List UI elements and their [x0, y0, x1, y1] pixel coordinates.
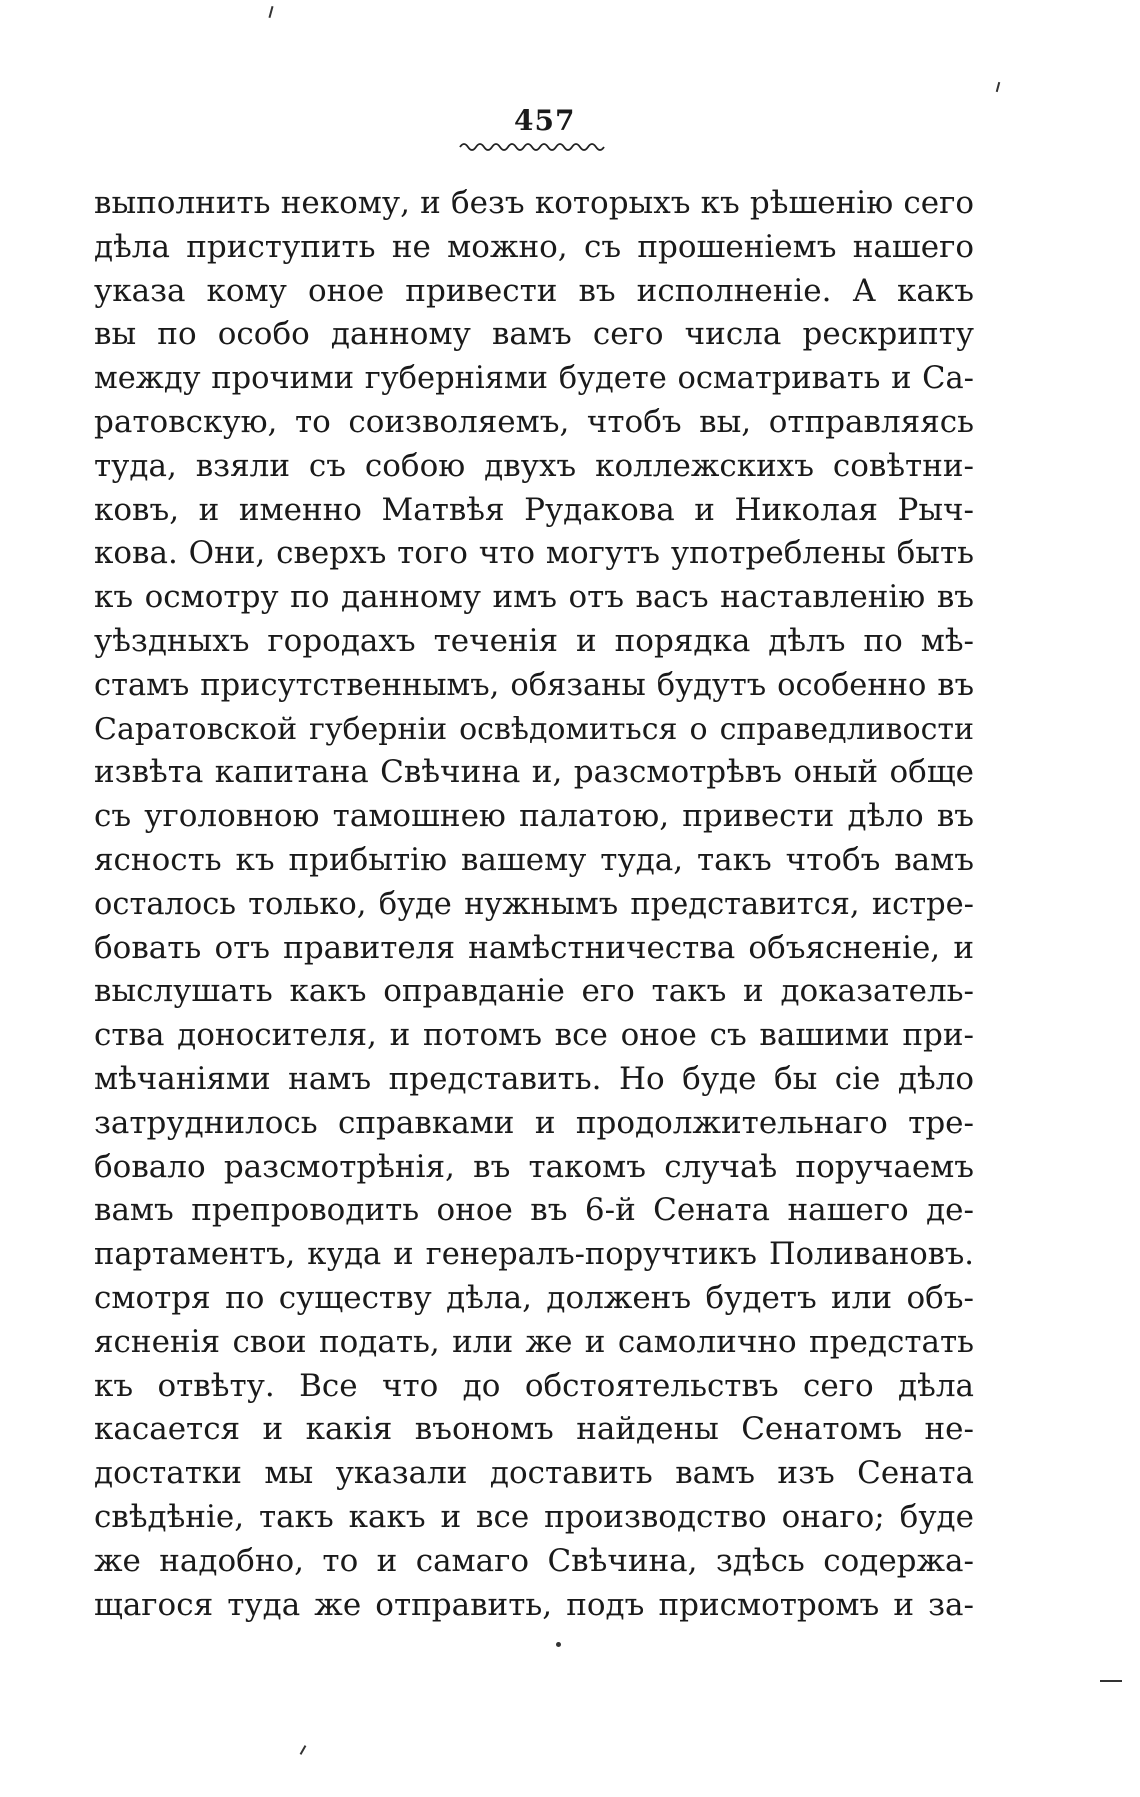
text-line: осталось только, буде нужнымъ представится, истре-	[94, 886, 974, 922]
text-line: къ осмотру по данному имъ отъ васъ наставленію въ	[94, 579, 974, 616]
text-line: стамъ присутственнымъ, обязаны будутъ особенно въ	[94, 667, 974, 703]
text-line: съ уголовною тамошнею палатою, привести дѣло въ	[94, 798, 974, 835]
text-line: же надобно, то и самаго Свѣчина, здѣсь содержа-	[94, 1542, 974, 1579]
text-line: вы по особо данному вамъ сего числа рескрипту	[94, 316, 974, 353]
text-line: Саратовской губерніи освѣдомиться о справедливости	[94, 711, 974, 747]
text-line: ства доносителя, и потомъ все оное съ вашими при-	[94, 1017, 974, 1054]
scan-speck	[556, 1642, 561, 1647]
text-line: бовать отъ правителя намѣстничества объясненіе, и	[94, 929, 974, 966]
page-text	[94, 182, 974, 1627]
text-line: кова. Они, сверхъ того что могутъ употреблены быть	[94, 535, 974, 572]
text-line: ковъ, и именно Матвѣя Рудакова и Николая Рыч-	[94, 491, 974, 528]
text-line: ясненія свои подать, или же и самолично предстать	[94, 1323, 974, 1360]
text-line: ясность къ прибытію вашему туда, такъ чтобъ вамъ	[94, 841, 974, 878]
scan-speck	[300, 1745, 307, 1755]
scan-speck	[996, 82, 1001, 92]
text-line: партаментъ, куда и генералъ-поручтикъ Поливановъ.	[94, 1237, 974, 1273]
text-line: щагося туда же отправить, подъ присмотромъ и за-	[94, 1586, 974, 1623]
text-line: касается и какія въономъ найдены Сенатомъ не-	[94, 1411, 974, 1448]
text-line: извѣта капитана Свѣчина и, разсмотрѣвъ оный обще	[94, 754, 974, 791]
text-line: мѣчаніями намъ представить. Но буде бы сіе дѣло	[94, 1060, 974, 1097]
text-line: затруднилось справками и продолжительнаго тре-	[94, 1104, 974, 1141]
page-number: 457	[514, 104, 576, 137]
text-line: ратовскую, то соизволяемъ, чтобъ вы, отправляясь	[94, 403, 974, 440]
text-line: смотря по существу дѣла, долженъ будетъ или объ-	[94, 1279, 974, 1316]
text-line: къ отвѣту. Все что до обстоятельствъ сего дѣла	[94, 1367, 974, 1404]
text-line: указа кому оное привести въ исполненіе. А какъ	[94, 272, 974, 309]
text-line: свѣдѣніе, такъ какъ и все производство онаго; буде	[94, 1498, 974, 1535]
text-line: бовало разсмотрѣнія, въ такомъ случаѣ поручаемъ	[94, 1148, 974, 1185]
scan-speck	[1100, 1680, 1122, 1682]
text-line: достатки мы указали доставить вамъ изъ Сената	[94, 1455, 974, 1492]
text-line: выполнить некому, и безъ которыхъ къ рѣшенію сего	[94, 185, 974, 221]
text-line: между прочими губерніями будете осматривать и Са-	[94, 361, 974, 397]
text-line: вамъ препроводить оное въ 6-й Сената нашего де-	[94, 1192, 974, 1229]
text-line: уѣздныхъ городахъ теченія и порядка дѣлъ по мѣ-	[94, 622, 974, 659]
text-line: выслушать какъ оправданіе его такъ и доказатель-	[94, 973, 974, 1010]
scan-speck	[268, 6, 273, 18]
text-line: дѣла приступить не можно, съ прошеніемъ нашего	[94, 228, 974, 265]
text-line: туда, взяли съ собою двухъ коллежскихъ совѣтни-	[94, 447, 974, 484]
wavy-ornament	[458, 140, 608, 154]
